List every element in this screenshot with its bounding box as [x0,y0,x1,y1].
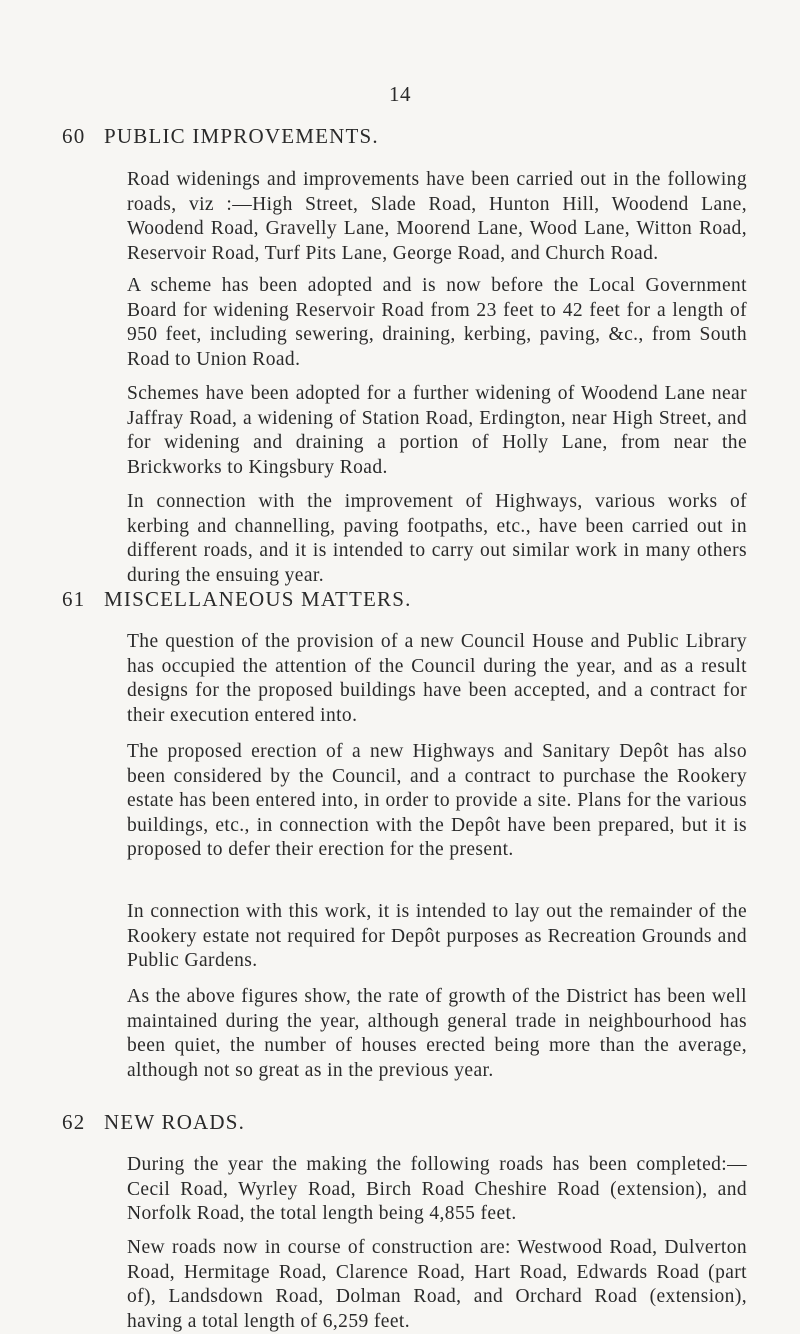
page-number: 14 [389,82,411,106]
section-number: 62 [62,1110,86,1134]
section-heading-new-roads [62,1110,245,1135]
section-number: 60 [62,124,86,148]
section-heading-miscellaneous-matters [62,587,412,612]
paragraph: The proposed erection of a new Highways and Sanitary Depôt has also been considered by the Council, and a contract to purchase the Rookery estate has been entered into, in order to provide a site. Plans for the various buildings, etc., in connection with the Depôt have been prepared, but it is proposed to defer their erection for the present. [127,741,747,861]
paragraph: As the above figures show, the rate of growth of the District has been well maintained during the year, although general trade in neighbourhood has been quiet, the number of houses erected being more than the average, although not so great as in the previous year. [127,986,747,1081]
paragraph: In connection with the improvement of Highways, various works of kerbing and channelling, paving footpaths, etc., have been carried out in different roads, and it is intended to carry out similar work in many others during the ensuing year. [127,491,747,586]
paragraph: The question of the provision of a new Council House and Public Library has occupied the attention of the Council during the year, and as a result designs for the proposed buildings have been accepted, and a contract for their execution entered into. [127,631,747,726]
paragraph: During the year the making the following roads has been completed:—Cecil Road, Wyrley Road, Birch Road Cheshire Road (extension), and Norfolk Road, the total length being 4,855 feet. [127,1154,747,1225]
section-number: 61 [62,587,86,611]
paragraph: Schemes have been adopted for a further widening of Woodend Lane near Jaffray Road, a widening of Station Road, Erdington, near High Street, and for widening and draining a portion of Holly Lane, from near the Brickworks to Kingsbury Road. [127,383,747,478]
paragraph: A scheme has been adopted and is now before the Local Government Board for widening Reservoir Road from 23 feet to 42 feet for a length of 950 feet, including sewering, draining, kerbing, paving, &c., from South Road to Union Road. [127,275,747,370]
paragraph: New roads now in course of construction are: Westwood Road, Dulverton Road, Hermitage Road, Clarence Road, Hart Road, Edwards Road (part of), Landsdown Road, Dolman Road, and Orchard Road (extension), having a total length of 6,259 feet. [127,1237,747,1332]
section-title: NEW ROADS. [104,1110,246,1134]
section-title: PUBLIC IMPROVEMENTS. [104,124,379,148]
paragraph: In connection with this work, it is intended to lay out the remainder of the Rookery estate not required for Depôt purposes as Recreation Grounds and Public Gardens. [127,901,747,972]
section-heading-public-improvements [62,124,379,149]
section-title: MISCELLANEOUS MATTERS. [104,587,412,611]
paragraph: Road widenings and improvements have been carried out in the following roads, viz :—High Street, Slade Road, Hunton Hill, Woodend Lane, Woodend Road, Gravelly Lane, Moorend Lane, Wood Lane, Witton Road, Reservoir Road, Turf Pits Lane, George Road, and Church Road. [127,169,747,264]
